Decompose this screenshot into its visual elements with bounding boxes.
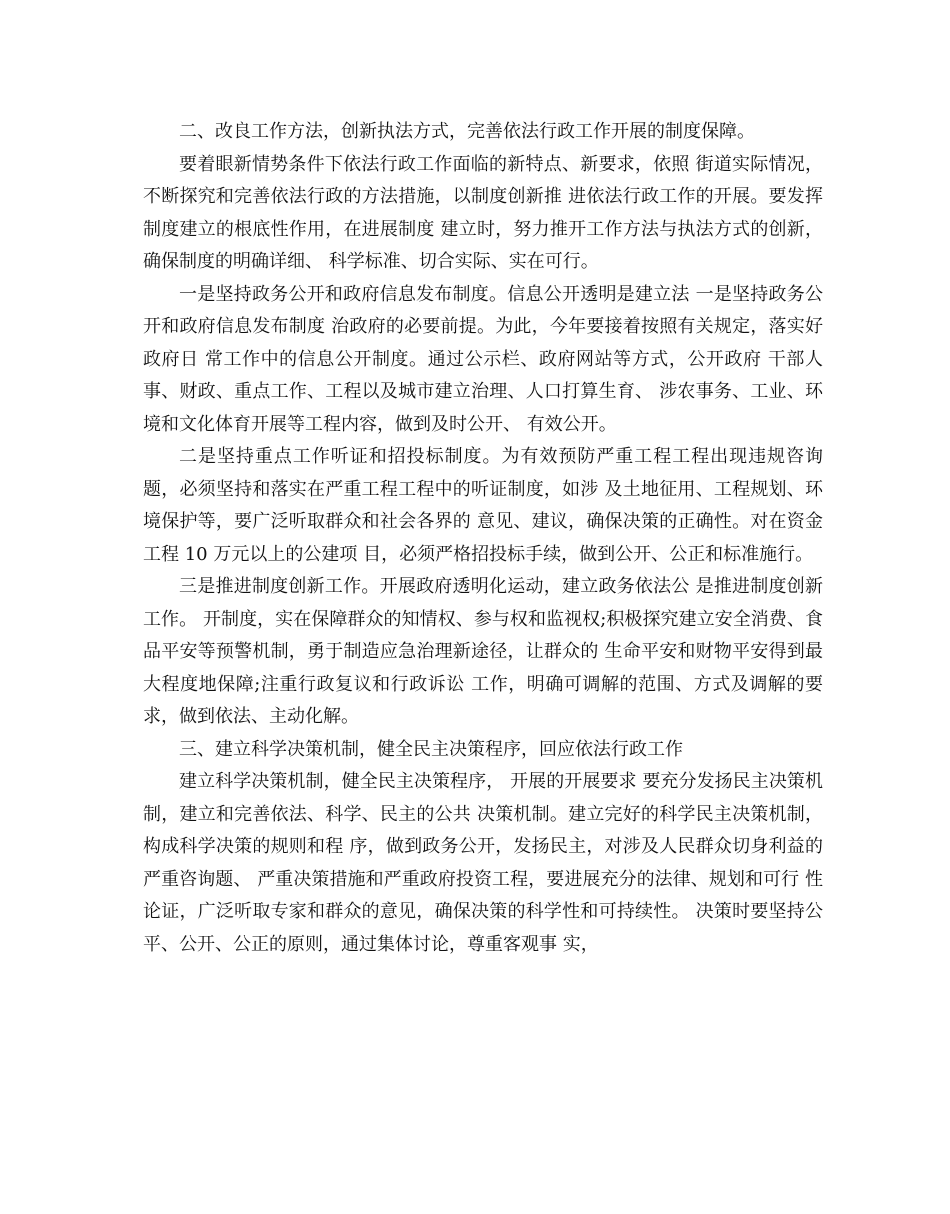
paragraph-intro: 要着眼新情势条件下依法行政工作面临的新特点、新要求，依照 街道实际情况，不断探究和完善依法行政的方法措施，以制度创新推 进依法行政工作的开展。要发挥制度建立的根底性作用，在进展制度 建立时，努力推开工作方法与执法方式的创新，确保制度的明确详细、 科学标准、切合实际、实在可行。 (143, 153, 823, 272)
section-heading-two: 二、改良工作方法，创新执法方式，完善依法行政工作开展的制度保障。 (179, 121, 755, 142)
document-body (143, 116, 823, 961)
paragraph-decision-mechanism: 建立科学决策机制，健全民主决策程序， 开展的开展要求 要充分发扬民主决策机制，建立和完善依法、科学、民主的公共 决策机制。建立完好的科学民主决策机制，构成科学决策的规则和程 序，做到政务公开，发扬民主，对涉及人民群众切身利益的严重咨询题、 严重决策措施和严重政府投资工程，要进展充分的法律、规划和可行 性论证，广泛听取专家和群众的意见，确保决策的科学性和可持续性。 决策时要坚持公平、公开、公正的原则，通过集体讨论，尊重客观事 实， (143, 771, 823, 955)
paragraph-point-three: 三是推进制度创新工作。开展政府透明化运动，建立政务依法公 是推进制度创新工作。 开制度，实在保障群众的知情权、参与权和监视权;积极探究建立安全消费、食品平安等预警机制，勇于制造应急治理新途径，让群众的 生命平安和财物平安得到最大程度地保障;注重行政复议和行政诉讼 工作，明确可调解的范围、方式及调解的要求，做到依法、主动化解。 (143, 576, 823, 727)
section-heading-three: 三、建立科学决策机制，健全民主决策程序，回应依法行政工作 (179, 738, 683, 760)
paragraph-point-one: 一是坚持政务公开和政府信息发布制度。信息公开透明是建立法 一是坚持政务公开和政府信息发布制度 治政府的必要前提。为此，今年要接着按照有关规定，落实好政府日 常工作中的信息公开制度。通过公示栏、政府网站等方式，公开政府 干部人事、财政、重点工作、工程以及城市建立治理、人口打算生育、 涉农事务、工业、环境和文化体育开展等工程内容，做到及时公开、 有效公开。 (143, 283, 823, 435)
paragraph-point-two: 二是坚持重点工作听证和招投标制度。为有效预防严重工程工程出现违规咨询题，必须坚持和落实在严重工程工程中的听证制度，如涉 及土地征用、工程规划、环境保护等，要广泛听取群众和社会各界的 意见、建议，确保决策的正确性。对在资金工程 10 万元以上的公建项 目，必须严格招投标手续，做到公开、公正和标准施行。 (143, 446, 823, 565)
